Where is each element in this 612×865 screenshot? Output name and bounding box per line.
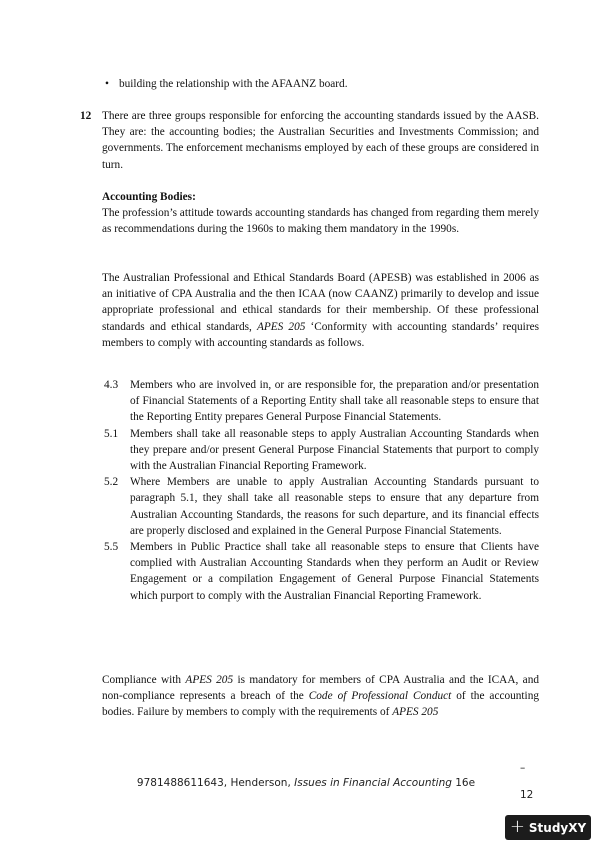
standard-code: 5.1 [104, 427, 119, 440]
paragraph-apesb [102, 270, 539, 351]
footer-book-title: Issues in Financial Accounting [294, 777, 452, 789]
footer-isbn-author: 9781488611643, Henderson, [136, 777, 295, 789]
studyxy-logo[interactable] [505, 815, 591, 840]
paragraph-apesb-standard-name: APES 205 [256, 320, 306, 333]
plus-icon: + [509, 815, 525, 837]
footer-citation [0, 777, 612, 789]
standard-code: 4.3 [104, 379, 119, 391]
footer-edition: 16e [451, 777, 476, 789]
footer-dash: – [520, 762, 526, 774]
paragraph-compliance-part1: Compliance with [102, 674, 186, 686]
standard-text: Members in Public Practice shall take all reasonable steps to ensure that Clients have complied with Australian Accounting Standards when they perform an Audit or Review Engagement or a compilation Engagement of General Purpose Financial Statements which purport to comply with the Australian Financial Reporting Framework. [130, 541, 539, 602]
paragraph-apesb-part2: ‘Conformity with accounting standards’ requires members to comply with accounting standards as follows. [102, 320, 539, 349]
standard-code: 5.2 [104, 476, 119, 489]
paragraph-compliance-part2: is mandatory for members of CPA Australia and the ICAA, and non-compliance represents a breach of the [102, 674, 539, 703]
page-number: 12 [520, 789, 534, 801]
standard-text: Members shall take all reasonable steps to apply Australian Accounting Standards when they prepare and/or present General Purpose Financial Statements that purport to comply with the Australian Financial Reporting Framework. [130, 427, 539, 473]
logo-text: StudyXY [528, 820, 587, 835]
standard-text: Where Members are unable to apply Australian Accounting Standards pursuant to paragraph 5.1, they shall take all reasonable steps to ensure that any departure from Australian Accounting Standards, the reasons for such departure, and its financial effects are properly disclosed and explained in the General Purpose Financial Statements. [130, 476, 539, 537]
standard-item [102, 377, 539, 426]
paragraph-compliance-code-name: Code of Professional Conduct [308, 690, 452, 703]
paragraph-compliance-standard-name: APES 205 [185, 674, 234, 686]
paragraph-compliance [102, 672, 539, 721]
bullet-text: building the relationship with the AFAANZ board. [119, 78, 348, 90]
section-intro: There are three groups responsible for enforcing the accounting standards issued by the AASB. They are: the accounting bodies; the Australian Securities and Investments Commission; and governments. The enforcement mechanisms employed by each of these groups are considered in turn. [102, 110, 539, 171]
paragraph-attitude: The profession’s attitude towards accounting standards has changed from regarding them merely as recommendations during the 1960s to making them mandatory in the 1990s. [102, 207, 539, 236]
standard-item [102, 539, 539, 604]
section-heading: Accounting Bodies: [102, 191, 196, 203]
paragraph-compliance-standard-name-2: APES 205 [392, 706, 439, 719]
paragraph-compliance-part3: of the accounting bodies. Failure by members to comply with the requirements of [102, 690, 539, 719]
standard-item [102, 426, 539, 475]
paragraph-apesb-part1: The Australian Professional and Ethical Standards Board (APESB) was established in 2006 as an initiative of CPA Australia and the then ICAA (now CAANZ) primarily to develop and issue appropriate professional and ethical standards for their membership. Of these professional standards and ethical standards, [102, 272, 539, 333]
standard-code: 5.5 [104, 541, 119, 554]
section-number: 12 [80, 110, 92, 122]
standard-item [102, 474, 539, 539]
standards-list [102, 377, 539, 604]
standard-text: Members who are involved in, or are responsible for, the preparation and/or presentation of Financial Statements of a Reporting Entity shall take all reasonable steps to ensure that the Reporting Entity prepares General Purpose Financial Statements. [130, 379, 539, 424]
bullet-symbol: • [105, 78, 109, 90]
